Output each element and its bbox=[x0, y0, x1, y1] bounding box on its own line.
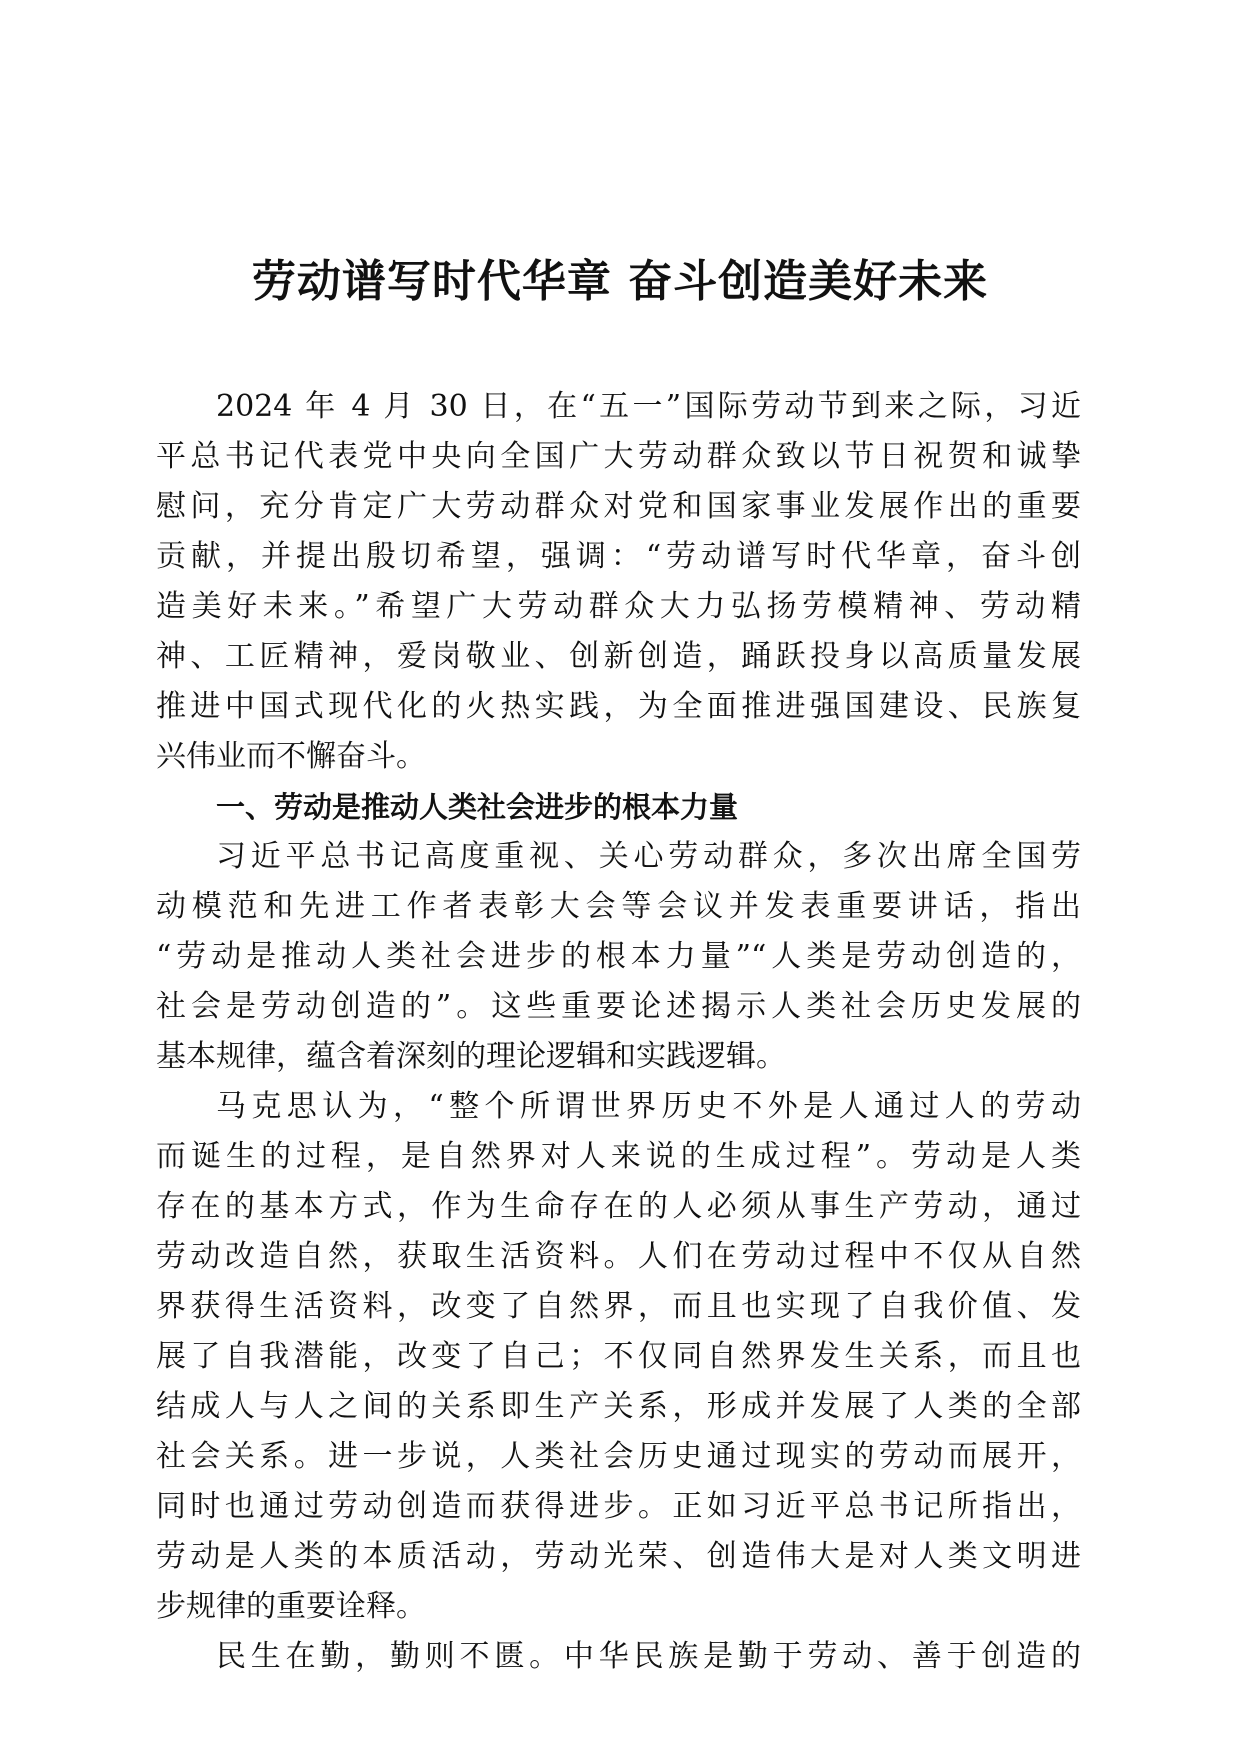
paragraph-line: “劳动是推动人类社会进步的根本力量”“人类是劳动创造的， bbox=[156, 939, 1081, 974]
paragraph-line: 社会关系。进一步说，人类社会历史通过现实的劳动而展开， bbox=[156, 1439, 1081, 1474]
section-heading: 一、劳动是推动人类社会进步的根本力量 bbox=[216, 790, 739, 824]
document-body bbox=[156, 382, 1081, 1682]
paragraph-line: 步规律的重要诠释。 bbox=[156, 1589, 426, 1624]
paragraph-line: 劳动是人类的本质活动，劳动光荣、创造伟大是对人类文明进 bbox=[156, 1539, 1081, 1574]
paragraph-line: 神、工匠精神，爱岗敬业、创新创造，踊跃投身以高质量发展 bbox=[156, 639, 1081, 674]
document-title: 劳动谱写时代华章 奋斗创造美好未来 bbox=[251, 256, 989, 307]
paragraph-line: 贡献，并提出殷切希望，强调：“劳动谱写时代华章，奋斗创 bbox=[156, 539, 1081, 574]
paragraph-line: 平总书记代表党中央向全国广大劳动群众致以节日祝贺和诚挚 bbox=[156, 439, 1081, 474]
paragraph-line: 推进中国式现代化的火热实践，为全面推进强国建设、民族复 bbox=[156, 689, 1081, 724]
paragraph-line: 兴伟业而不懈奋斗。 bbox=[156, 739, 426, 774]
paragraph-line: 而诞生的过程，是自然界对人来说的生成过程”。劳动是人类 bbox=[156, 1139, 1081, 1174]
paragraph-line: 社会是劳动创造的”。这些重要论述揭示人类社会历史发展的 bbox=[156, 989, 1081, 1024]
paragraph-line: 界获得生活资料，改变了自然界，而且也实现了自我价值、发 bbox=[156, 1289, 1081, 1324]
paragraph-line: 同时也通过劳动创造而获得进步。正如习近平总书记所指出， bbox=[156, 1489, 1081, 1524]
paragraph-line: 展了自我潜能，改变了自己；不仅同自然界发生关系，而且也 bbox=[156, 1339, 1081, 1374]
paragraph-line: 习近平总书记高度重视、关心劳动群众，多次出席全国劳 bbox=[216, 839, 1081, 874]
paragraph-line: 2024 年 4 月 30 日，在“五一”国际劳动节到来之际，习近 bbox=[216, 389, 1081, 424]
paragraph-line: 劳动改造自然，获取生活资料。人们在劳动过程中不仅从自然 bbox=[156, 1239, 1081, 1274]
paragraph-line: 基本规律，蕴含着深刻的理论逻辑和实践逻辑。 bbox=[156, 1039, 786, 1074]
paragraph-line: 民生在勤，勤则不匮。中华民族是勤于劳动、善于创造的 bbox=[216, 1639, 1081, 1674]
paragraph-line: 造美好未来。”希望广大劳动群众大力弘扬劳模精神、劳动精 bbox=[156, 589, 1081, 624]
paragraph-line: 慰问，充分肯定广大劳动群众对党和国家事业发展作出的重要 bbox=[156, 489, 1081, 524]
paragraph-line: 结成人与人之间的关系即生产关系，形成并发展了人类的全部 bbox=[156, 1389, 1081, 1424]
paragraph-line: 动模范和先进工作者表彰大会等会议并发表重要讲话，指出 bbox=[156, 889, 1081, 924]
paragraph-line: 马克思认为，“整个所谓世界历史不外是人通过人的劳动 bbox=[216, 1089, 1081, 1124]
paragraph-line: 存在的基本方式，作为生命存在的人必须从事生产劳动，通过 bbox=[156, 1189, 1081, 1224]
